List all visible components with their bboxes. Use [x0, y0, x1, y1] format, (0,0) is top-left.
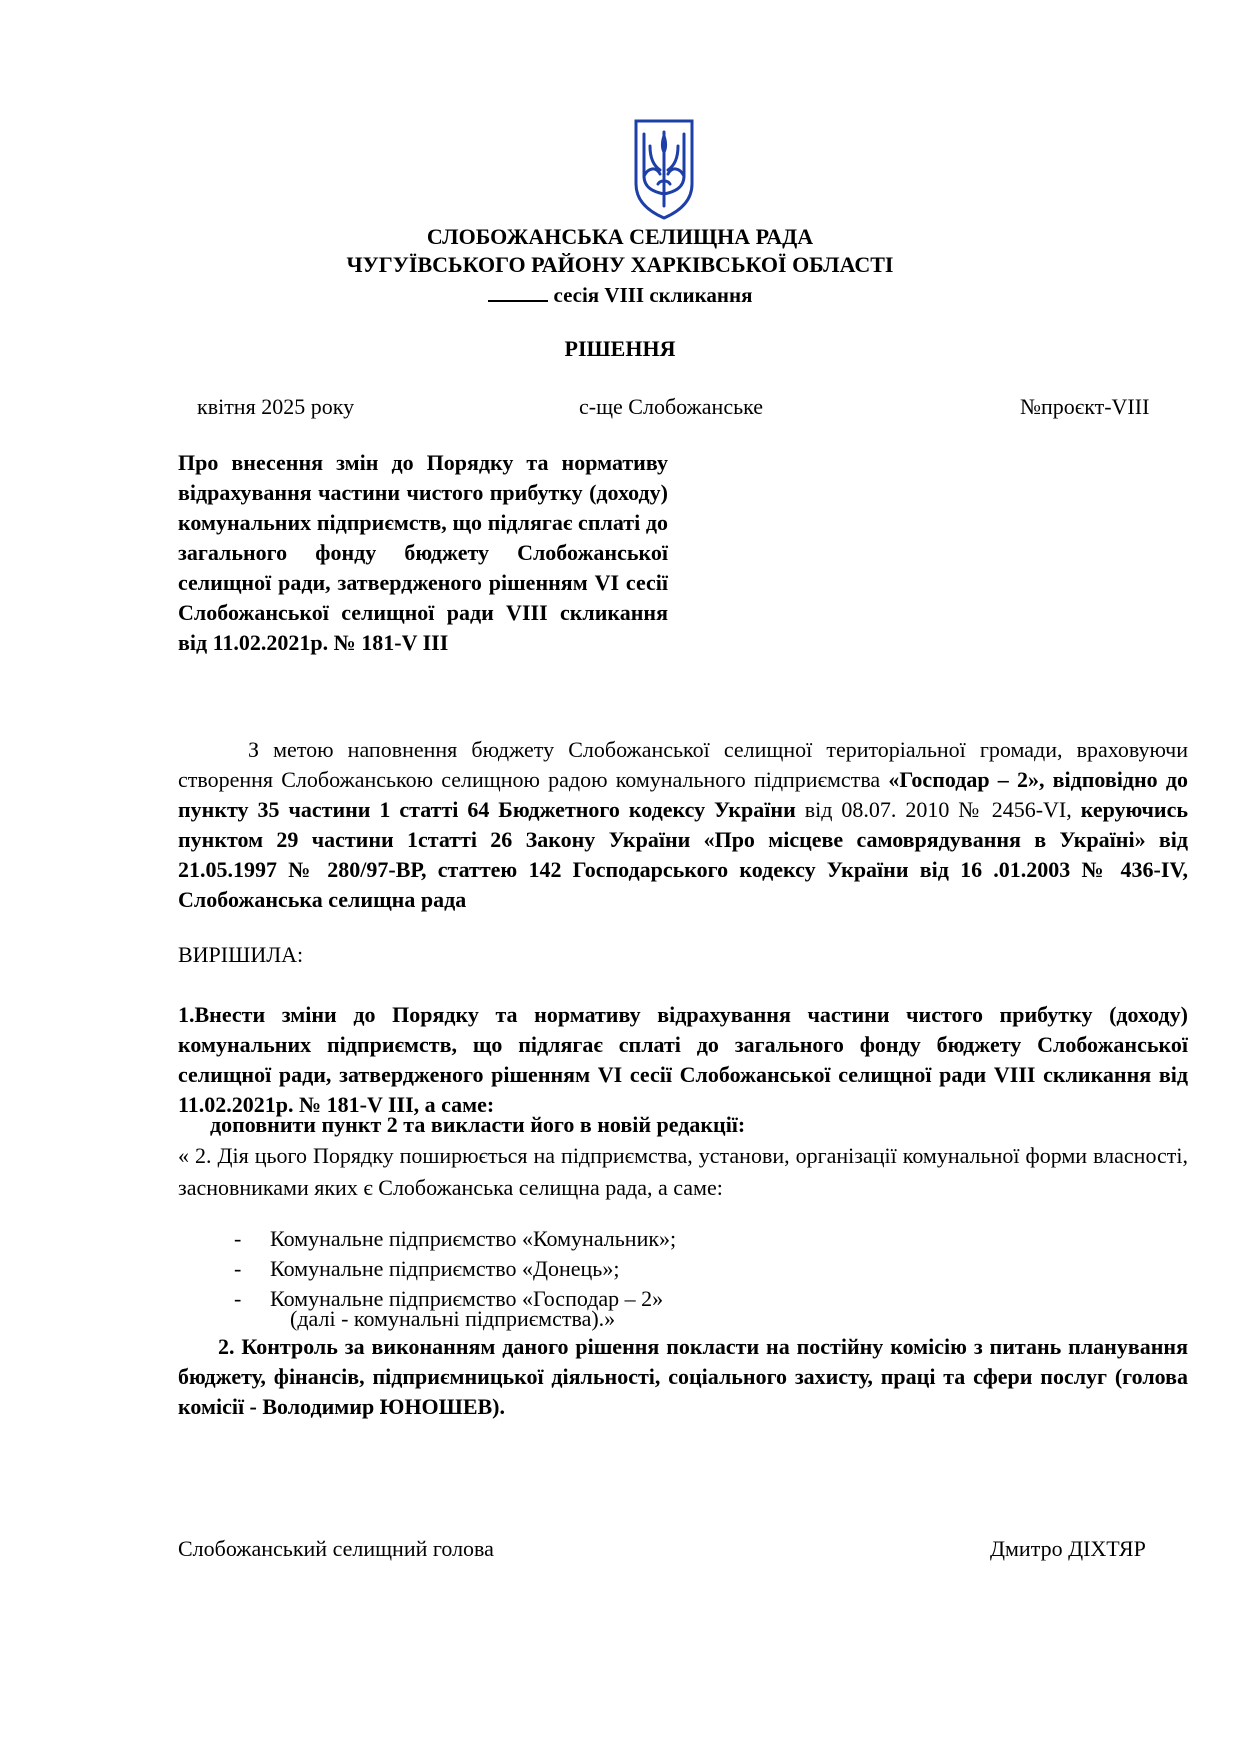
preamble	[178, 735, 1188, 915]
list-item	[234, 1254, 676, 1284]
council-name: СЛОБОЖАНСЬКА СЕЛИЩНА РАДА	[426, 224, 814, 249]
list-item-text: Комунальне підприємство «Господар – 2»	[270, 1286, 664, 1311]
district-name: ЧУГУЇВСЬКОГО РАЙОНУ ХАРКІВСЬКОЇ ОБЛАСТІ	[346, 252, 894, 277]
amendment-quote: « 2. Дія цього Порядку поширюється на підприємства, установи, організації комунальної форми власності, засновниками яких є Слобожанська селищна рада, а саме:	[178, 1143, 1188, 1200]
decision-item-1: 1.Внести зміни до Порядку та нормативу відрахування частини чистого прибутку (доходу) комунальних підприємств, що підлягає сплаті до загального фонду бюджету Слобожанської селищної ради, затвердженого рішенням VI сесії Слобожанської селищної ради VIII скликання від 11.02.2021р. № 181-V ІІІ, а саме:	[178, 1002, 1188, 1117]
decision-date: квітня 2025 року	[197, 394, 355, 419]
session-label: сесія VIII скликання	[553, 283, 753, 307]
document-title: РІШЕННЯ	[564, 336, 676, 361]
list-dash: -	[234, 1286, 242, 1311]
decision-subject: Про внесення змін до Порядку та нормативу відрахування частини чистого прибутку (доходу) комунальних підприємств, що підлягає сплаті до загального фонду бюджету Слобожанської селищної ради, затвердженого рішенням VI сесії Слобожанської селищної ради VIII скликання від 11.02.2021р. № 181-V ІІІ	[178, 450, 668, 655]
session-number-blank	[488, 281, 548, 302]
coat-of-arms-icon	[632, 118, 696, 220]
decided-heading: ВИРІШИЛА:	[178, 942, 304, 967]
preamble-part-3: від 08.07. 2010 № 2456-VI,	[795, 797, 1081, 822]
decision-place: с-ще Слобожанське	[579, 394, 764, 419]
list-item	[234, 1224, 676, 1254]
signatory-name: Дмитро ДІХТЯР	[990, 1536, 1146, 1561]
list-item-text: Комунальне підприємство «Донець»;	[270, 1256, 620, 1281]
list-dash: -	[234, 1226, 242, 1251]
preamble-part-1: З метою наповнення бюджету Слобожанської селищної територіальної громади, враховуючи створення Слобожанською селищною радою комунального підприємства	[178, 737, 1188, 792]
decision-number: №проєкт-VIII	[1020, 394, 1150, 419]
list-item-text: Комунальне підприємство «Комунальник»;	[270, 1226, 677, 1251]
enterprise-list	[234, 1224, 676, 1314]
session-line	[0, 280, 1240, 310]
decision-item-1-sub: доповнити пункт 2 та викласти його в новій редакції:	[210, 1112, 746, 1137]
signatory-position: Слобожанський селищний голова	[178, 1536, 494, 1561]
preamble-part-2: «Господар – 2», відповідно до пункту 35 частини 1 статті 64 Бюджетного кодексу України	[178, 767, 1188, 822]
decision-item-2: 2. Контроль за виконанням даного рішення покласти на постійну комісію з питань планування бюджету, фінансів, підприємницької діяльності, соціального захисту, праці та сфери послуг (голова комісії - Володимир ЮНОШЕВ).	[178, 1334, 1188, 1419]
preamble-part-4: керуючись пунктом 29 частини 1статті 26 Закону України «Про місцеве самоврядування в Україні» від 21.05.1997 № 280/97-ВР, статтею 142 Господарського кодексу України від 16 .01.2003 № 436-IV, Слобожанська селищна рада	[178, 797, 1188, 912]
list-tail: (далі - комунальні підприємства).»	[290, 1306, 616, 1331]
list-dash: -	[234, 1256, 242, 1281]
